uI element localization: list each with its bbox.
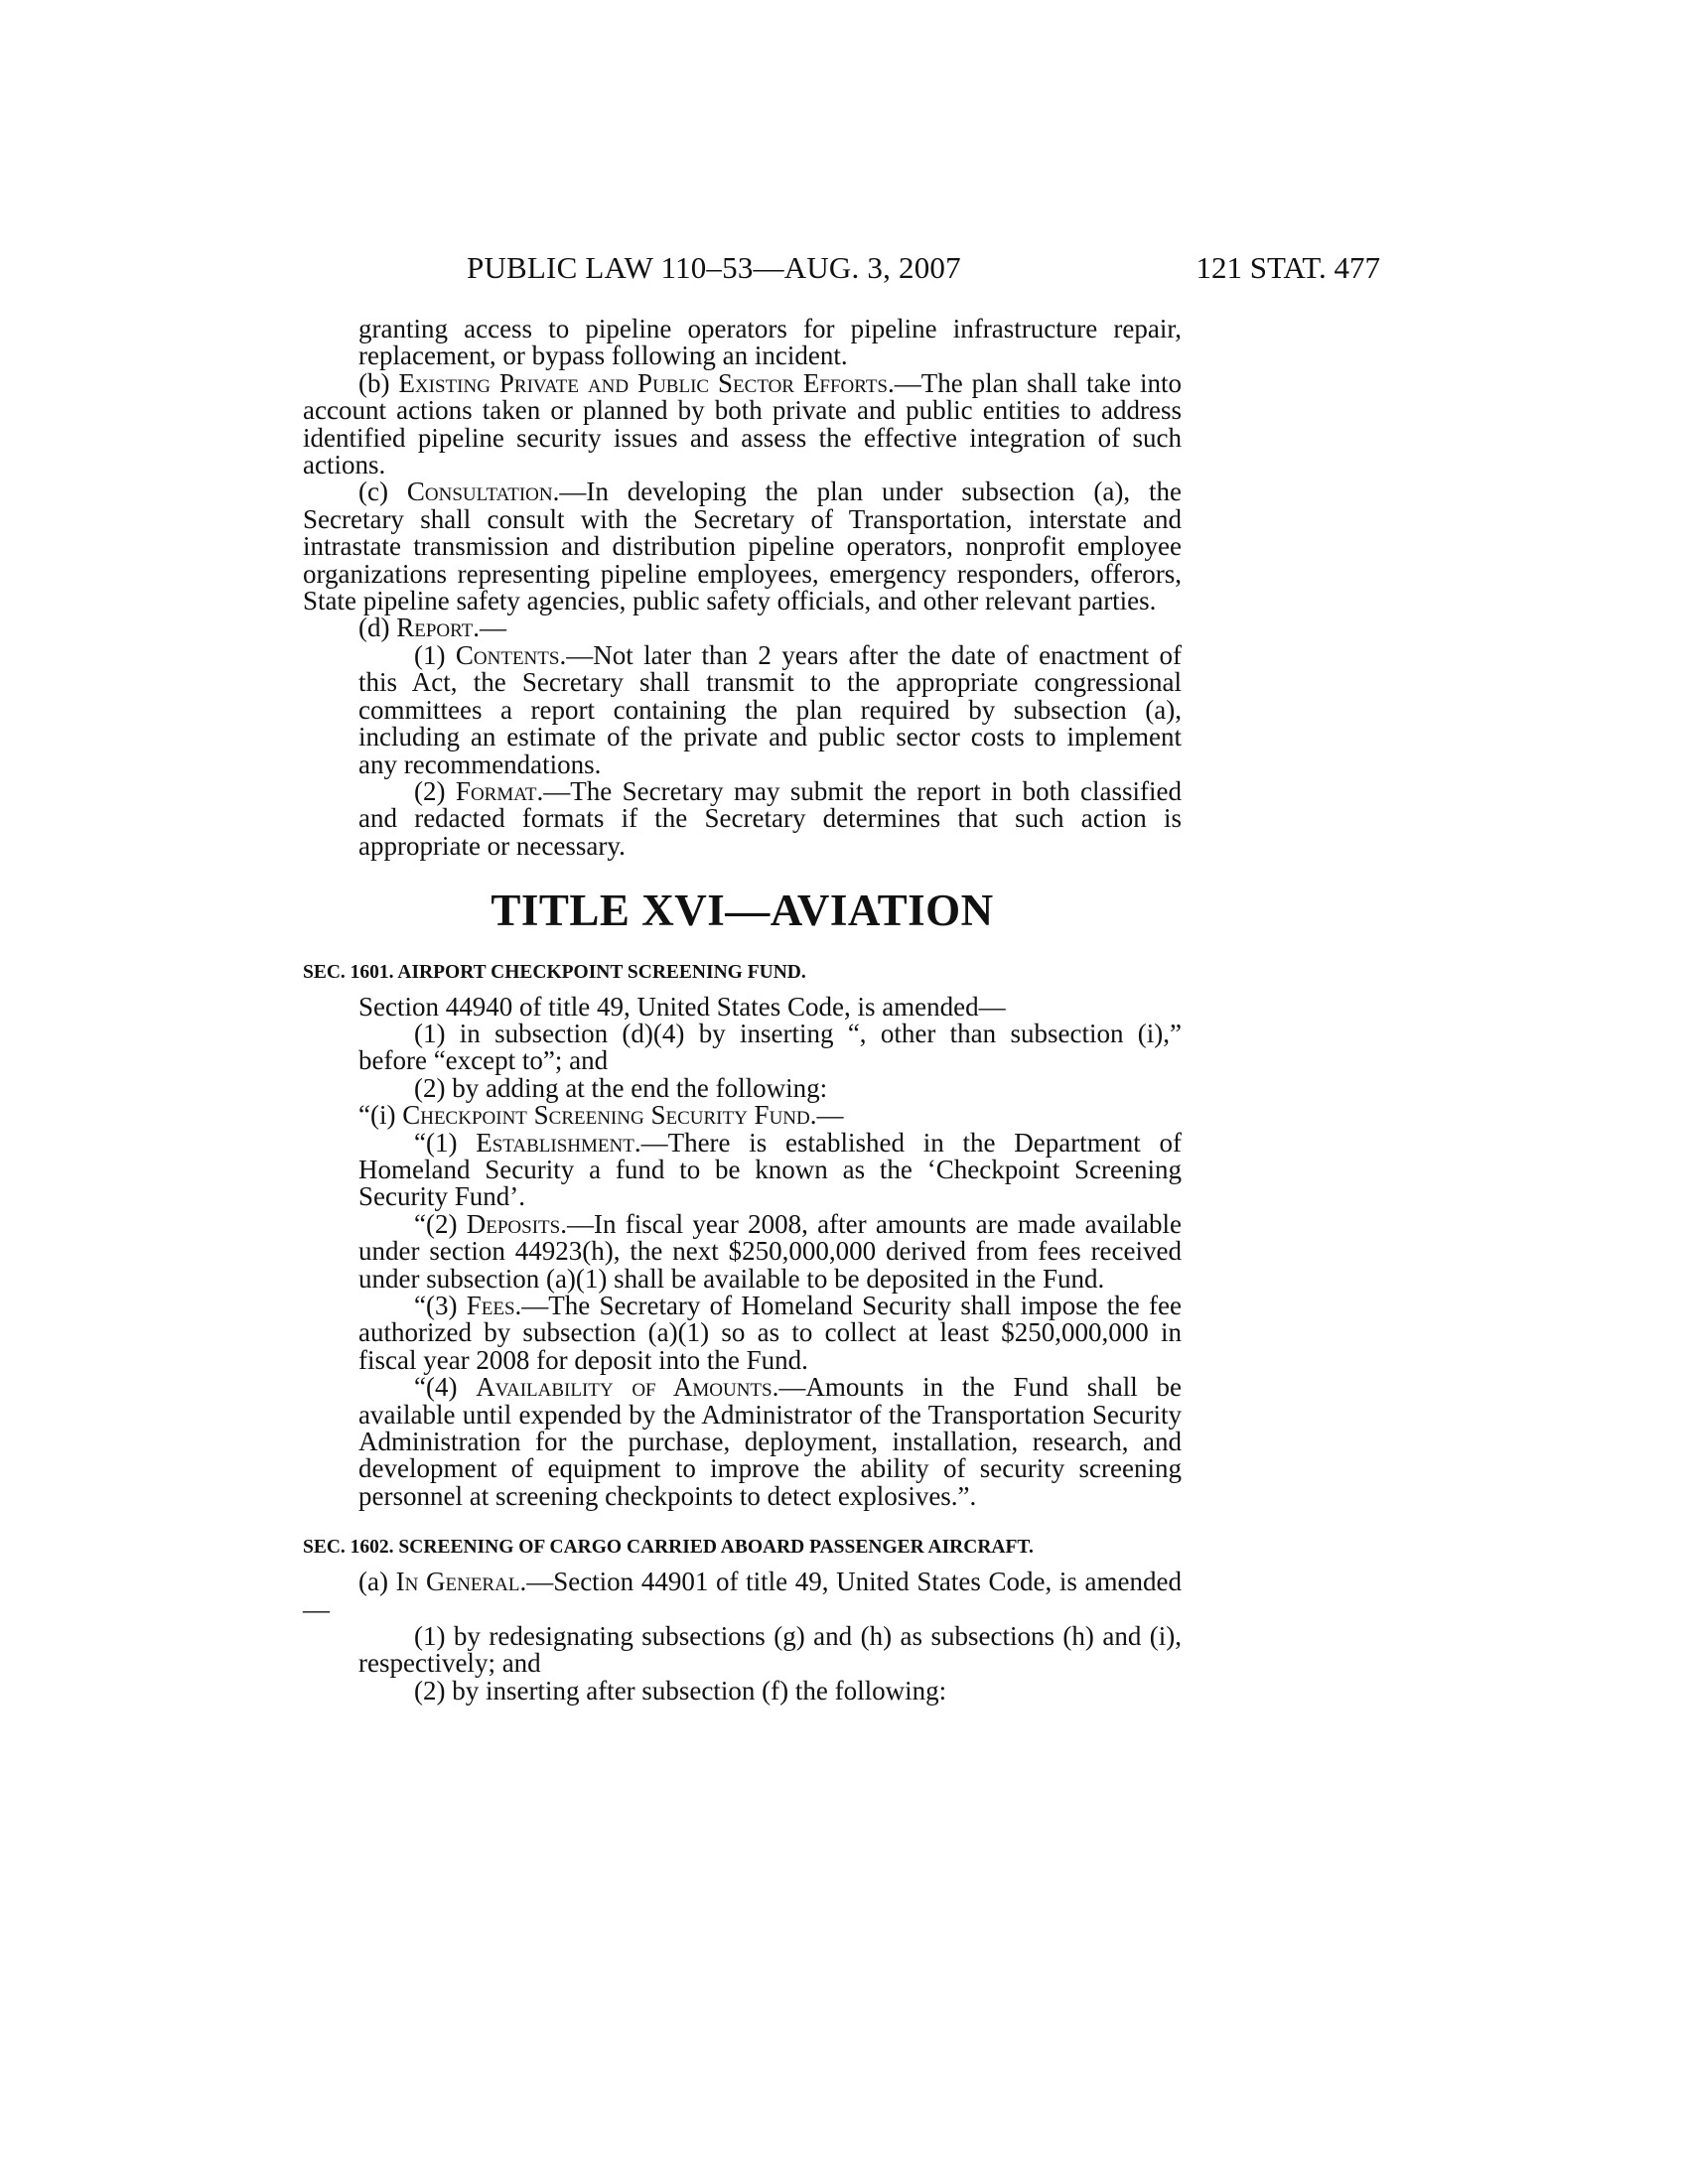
subsection-d: (d) Report.—: [358, 613, 507, 643]
subsection-i-items-4: [303, 1374, 1182, 1510]
section-1602-items: [303, 1623, 1182, 1705]
section-1602-a-heading: In General: [395, 1567, 520, 1597]
paragraph-d1: (1) Contents.—Not later than 2 years after the date of enactment of this Act, the Secretary shall transmit to the appropriate congressional committees a report containing the plan required by subsection (a), including an estimate of the private and public sector costs to implement any recommendations.: [358, 639, 1182, 779]
subsection-i-items: [303, 1127, 1183, 1212]
subsection-i-2: “(2) Deposits.—In fiscal year 2008, after amounts are made available under section 44923(h), the next $250,000,000 derived from fees received under subsection (a)(1) shall be available to be deposited in the Fund.: [358, 1208, 1183, 1294]
section-1601-items: [303, 1018, 1182, 1103]
paragraph-d2-heading: Format: [455, 775, 537, 806]
page-header: [303, 250, 1380, 290]
section-1601-item-2: (2) by adding at the end the following:: [414, 1072, 828, 1103]
section-1601-item-1: (1) in subsection (d)(4) by inserting “, other than subsection (i),” before “except to”; and: [358, 1018, 1182, 1076]
paragraph-continuation: granting access to pipeline operators for pipeline infrastructure repair, replacement, or bypass following an incident.: [358, 314, 1182, 371]
section-1601-heading: SEC. 1601. AIRPORT CHECKPOINT SCREENING FUND.: [303, 961, 806, 983]
subsection-b: (b) Existing Private and Public Sector Efforts.—The plan shall take into account actions taken or planned by both private and public entities to address identified pipeline security issues and assess the effective integration of such actions.: [303, 367, 1182, 480]
section-1602-item-2: (2) by inserting after subsection (f) the following:: [414, 1675, 947, 1706]
subsection-d-items: [303, 639, 1183, 861]
subsection-i-1: “(1) Establishment.—There is established in the Department of Homeland Security a fund to be known as the ‘Checkpoint Screening Security Fund’.: [358, 1127, 1183, 1212]
section-1602-item-1: (1) by redesignating subsections (g) and (h) as subsections (h) and (i), respectively; and: [358, 1621, 1182, 1679]
subsection-i: “(i) Checkpoint Screening Security Fund.—: [358, 1100, 844, 1131]
stat-page-number: 121 STAT. 477: [1196, 250, 1380, 285]
section-1601-intro: Section 44940 of title 49, United States Code, is amended—: [358, 991, 1006, 1022]
subsection-b-heading: Existing Private and Public Sector Efforts: [398, 367, 888, 398]
running-head: PUBLIC LAW 110–53—AUG. 3, 2007: [467, 250, 961, 285]
subsection-i-items-2: [303, 1208, 1183, 1294]
subsection-i-4: “(4) Availability of Amounts.—Amounts in the Fund shall be available until expended by the Administrator of the Transportation Security Administration for the purchase, deployment, installation, research, and development of equipment to improve the ability of security screening personnel at screening checkpoints to detect explosives.”.: [358, 1372, 1183, 1511]
subsection-d-heading: Report: [396, 613, 474, 643]
subsection-i-items-3: [303, 1293, 1182, 1374]
subsection-c-heading: Consultation: [406, 477, 553, 507]
page-body: [303, 316, 1182, 1705]
subsection-i-3: “(3) Fees.—The Secretary of Homeland Security shall impose the fee authorized by subsection (a)(1) so as to collect at least $250,000,000 in fiscal year 2008 for deposit into the Fund.: [358, 1291, 1182, 1375]
subsection-i-heading: Checkpoint Screening Security Fund: [402, 1100, 810, 1131]
paragraph-d2: (2) Format.—The Secretary may submit the report in both classified and redacted formats if the Secretary determines that such action is appropriate or necessary.: [358, 775, 1183, 861]
section-1602-a: (a) In General.—Section 44901 of title 49, United States Code, is amended—: [303, 1567, 1182, 1624]
subsection-c: (c) Consultation.—In developing the plan under subsection (a), the Secretary shall consult with the Secretary of Transportation, interstate and intrastate transmission and distribution pipeline operators, nonprofit employee organizations representing pipeline employees, emergency responders, offerors, State pipeline safety agencies, public safety officials, and other relevant parties.: [303, 477, 1182, 616]
section-1602-heading: SEC. 1602. SCREENING OF CARGO CARRIED ABOARD PASSENGER AIRCRAFT.: [303, 1537, 1034, 1559]
paragraph-d1-heading: Contents: [455, 639, 560, 670]
title-heading: TITLE XVI—AVIATION: [491, 886, 994, 936]
